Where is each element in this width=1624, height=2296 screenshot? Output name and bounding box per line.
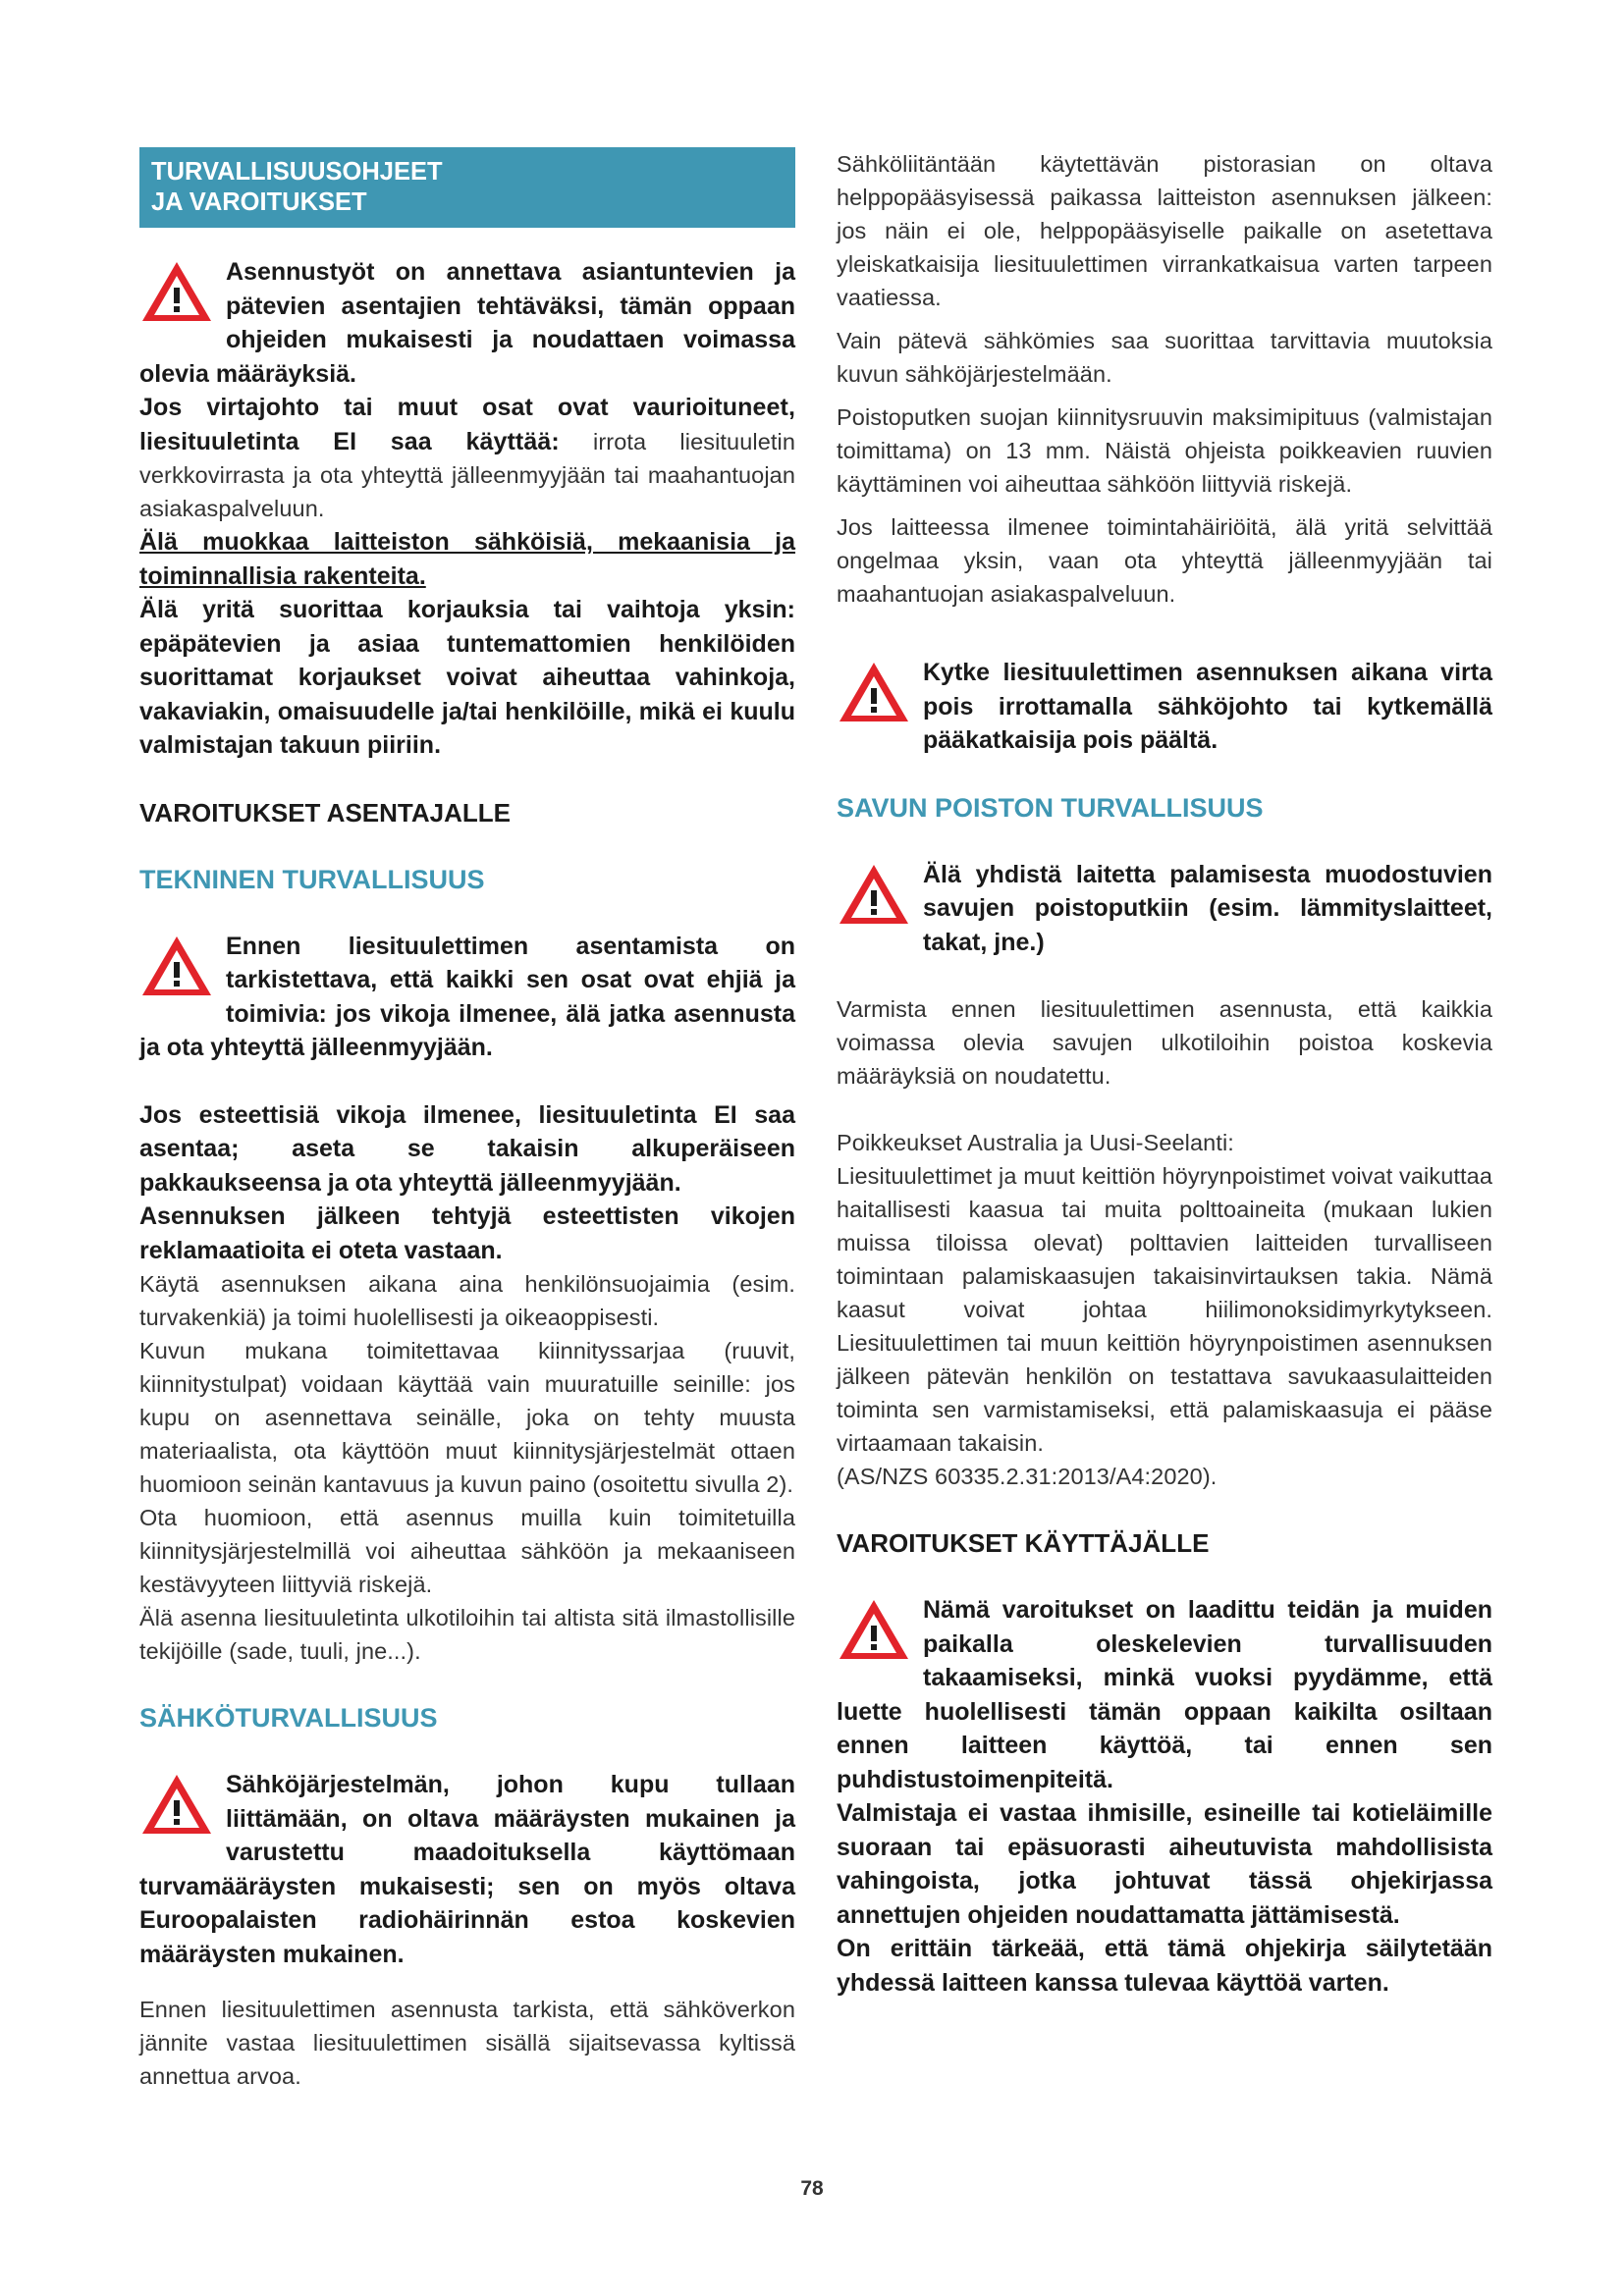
paragraph-screw-length: Poistoputken suojan kiinnitysruuvin maksimipituus (valmistajan toimittama) on 13 mm. Näistä ohjeista poikkeavien ruuvien käyttäminen voi aiheuttaa sähköön liittyviä riskejä. — [837, 404, 1492, 497]
warning-triangle-icon — [139, 259, 214, 324]
banner-line-2: JA VAROITUKSET — [151, 188, 367, 216]
damaged-cord-text: irrota liesituuletin verkkovirrasta ja ota yhteyttä jälleenmyyjään tai maahantuojan asiakaspalveluun. — [139, 428, 795, 521]
warning-check-parts — [139, 930, 795, 1065]
warning-triangle-icon — [139, 1772, 214, 1837]
warning-electrical-system — [139, 1768, 795, 1971]
warning-no-flue-connection — [837, 858, 1492, 960]
heading-technical-safety: TEKNINEN TURVALLISUUS — [139, 864, 485, 894]
paragraph-outdoor: Älä asenna liesituuletinta ulkotiloihin tai altista sitä ilmastollisille tekijöille (sade, tuuli, jne...). — [139, 1605, 795, 1664]
warning-text: Ennen liesituulettimen asentamista on tarkistettava, että kaikki sen osat ovat ehjiä ja toimivia: jos vikoja ilmenee, älä jatka asennusta ja ota yhteyttä jälleenmyyjään. — [139, 932, 795, 1061]
warning-triangle-icon — [837, 862, 911, 927]
paragraph-exceptions: Liesituulettimet ja muut keittiön höyrynpoistimet voivat vaikuttaa haitallisesti kaasua tai muita polttoaineita (mukaan lukien muissa tiloissa olevat) polttavien laitteiden turvalliseen toimintaan palamiskaasujen takaisinvirtauksen takia. Nämä kaasut voivat johtaa hiilimonoksidimyrkytykseen. Liesituulettimen tai muun keittiön höyrynpoistimen asennuksen jälkeen pätevän henkilön on testattava savukaasulaitteiden toiminta sen varmistamiseksi, että palamiskaasuja ei pääse virtaamaan takaisin. — [837, 1163, 1492, 1456]
heading-user-warnings: VAROITUKSET KÄYTTÄJÄLLE — [837, 1528, 1210, 1558]
heading-installer-warnings: VAROITUKSET ASENTAJALLE — [139, 797, 511, 828]
heading-electrical-safety: SÄHKÖTURVALLISUUS — [139, 1703, 438, 1733]
warning-disconnect-power — [837, 656, 1492, 758]
warning-text: Älä yhdistä laitetta palamisesta muodostuvien savujen poistoputkiin (esim. lämmityslaitteet, takat, jne.) — [923, 860, 1492, 956]
paragraph-keep-manual: On erittäin tärkeää, että tämä ohjekirja säilytetään yhdessä laitteen kanssa tulevaa käyttöä varten. — [837, 1935, 1492, 1997]
warning-text: Asennustyöt on annettava asiantuntevien ja pätevien asentajien tehtäväksi, tämän oppaan ohjeiden mukaisesti ja noudattaen voimassa olevia määräyksiä. — [139, 258, 795, 388]
paragraph-electrician: Vain pätevä sähkömies saa suorittaa tarvittavia muutoksia kuvun sähköjärjestelmään. — [837, 328, 1492, 387]
paragraph-fixing-kit: Kuvun mukana toimitettavaa kiinnityssarjaa (ruuvit, kiinnitystulpat) voidaan käyttää vain muuratuille seinille: jos kupu on asennettava seinälle, joka on tehty muusta materiaalista, ota käyttöön muut kiinnitysjärjestelmät ottaen huomioon seinän kantavuus ja kuvun paino (osoitettu sivulla 2). — [139, 1338, 795, 1497]
banner-line-1: TURVALLISUUSOHJEET — [151, 158, 443, 186]
paragraph-liability: Valmistaja ei vastaa ihmisille, esineille tai kotieläimille suoraan tai epäsuorasti aiheutuvista mahdollisista vahingoista, jotka johtuvat tässä ohjekirjassa annettujen ohjeiden noudattamatta jättämisestä. — [837, 1799, 1492, 1929]
paragraph-ppe: Käytä asennuksen aikana aina henkilönsuojaimia (esim. turvakenkiä) ja toimi huolellisesti ja oikeaoppisesti. — [139, 1271, 795, 1330]
page-number: 78 — [800, 2177, 824, 2200]
paragraph-exhaust-regulations: Varmista ennen liesituulettimen asennusta, että kaikkia voimassa olevia savujen ulkotiloihin poistoa koskevia määräyksiä on noudatettu. — [837, 996, 1492, 1089]
paragraph-standard: (AS/NZS 60335.2.31:2013/A4:2020). — [837, 1464, 1218, 1489]
left-column — [139, 147, 795, 2093]
warning-installation-experts — [139, 255, 795, 391]
paragraph-no-modifications: Älä muokkaa laitteiston sähköisiä, mekaanisia ja toiminnallisia rakenteita. — [139, 528, 795, 590]
paragraph-damaged-cord — [139, 391, 795, 525]
paragraph-malfunction: Jos laitteessa ilmenee toimintahäiriöitä, älä yritä selvittää ongelmaa yksin, vaan ota yhteyttä jälleenmyyjään tai maahantuojan asiakaspalveluun. — [837, 514, 1492, 607]
warning-text: Kytke liesituulettimen asennuksen aikana virta pois irrottamalla sähköjohto tai kytkemällä pääkatkaisija pois päältä. — [923, 659, 1492, 754]
warning-triangle-icon — [837, 1597, 911, 1662]
warning-read-manual — [837, 1593, 1492, 1796]
damaged-cord-bold: Jos virtajohto tai muut osat ovat vaurioituneet, liesituuletinta EI saa käyttää: — [139, 394, 795, 455]
paragraph-socket-access: Sähköliitäntään käytettävän pistorasian on oltava helppopääsyisessä paikassa laitteiston asennuksen jälkeen: jos näin ei ole, helppopääsyiselle paikalle on asetettava yleiskatkaisija liesituulettimen virrankatkaisua varten tarpeen vaatiessa. — [837, 151, 1492, 310]
paragraph-voltage-check: Ennen liesituulettimen asennusta tarkista, että sähköverkon jännite vastaa liesituulettimen sisällä sijaitsevassa kyltissä annettua arvoa. — [139, 1997, 795, 2089]
paragraph-no-repairs: Älä yritä suorittaa korjauksia tai vaihtoja yksin: epäpätevien ja asiaa tuntemattomien henkilöiden suorittamat korjaukset voivat aiheuttaa vahinkoja, vakaviakin, omaisuudelle ja/tai henkilöille, mikä ei kuulu valmistajan takuun piiriin. — [139, 596, 795, 759]
section-banner — [139, 147, 795, 228]
paragraph-aesthetic-defects: Jos esteettisiä vikoja ilmenee, liesituuletinta EI saa asentaa; aseta se takaisin alkuperäiseen pakkaukseensa ja ota yhteyttä jälleenmyyjään. — [139, 1100, 795, 1197]
right-column — [837, 147, 1492, 2000]
paragraph-other-fixings: Ota huomioon, että asennus muilla kuin toimitetuilla kiinnitysjärjestelmillä voi aiheuttaa sähköön ja mekaaniseen kestävyyteen liittyviä riskejä. — [139, 1505, 795, 1597]
warning-triangle-icon — [837, 660, 911, 724]
paragraph-claims: Asennuksen jälkeen tehtyjä esteettisten vikojen reklamaatioita ei oteta vastaan. — [139, 1202, 795, 1264]
warning-text: Nämä varoitukset on laadittu teidän ja muiden paikalla oleskelevien turvallisuuden takaamiseksi, minkä vuoksi pyydämme, että luette huolellisesti tämän oppaan kaikilta osiltaan ennen laitteen käyttöä, tai ennen sen puhdistustoimenpiteitä. — [837, 1596, 1492, 1793]
warning-triangle-icon — [139, 934, 214, 998]
paragraph-exceptions-title: Poikkeukset Australia ja Uusi-Seelanti: — [837, 1130, 1234, 1155]
warning-text: Sähköjärjestelmän, johon kupu tullaan liittämään, on oltava määräysten mukainen ja varustettu maadoituksella käyttömaan turvamääräysten mukaisesti; sen on myös oltava Euroopalaisten radiohäirinnän estoa koskevien määräysten mukainen. — [139, 1771, 795, 1968]
heading-smoke-exhaust-safety: SAVUN POISTON TURVALLISUUS — [837, 792, 1264, 823]
